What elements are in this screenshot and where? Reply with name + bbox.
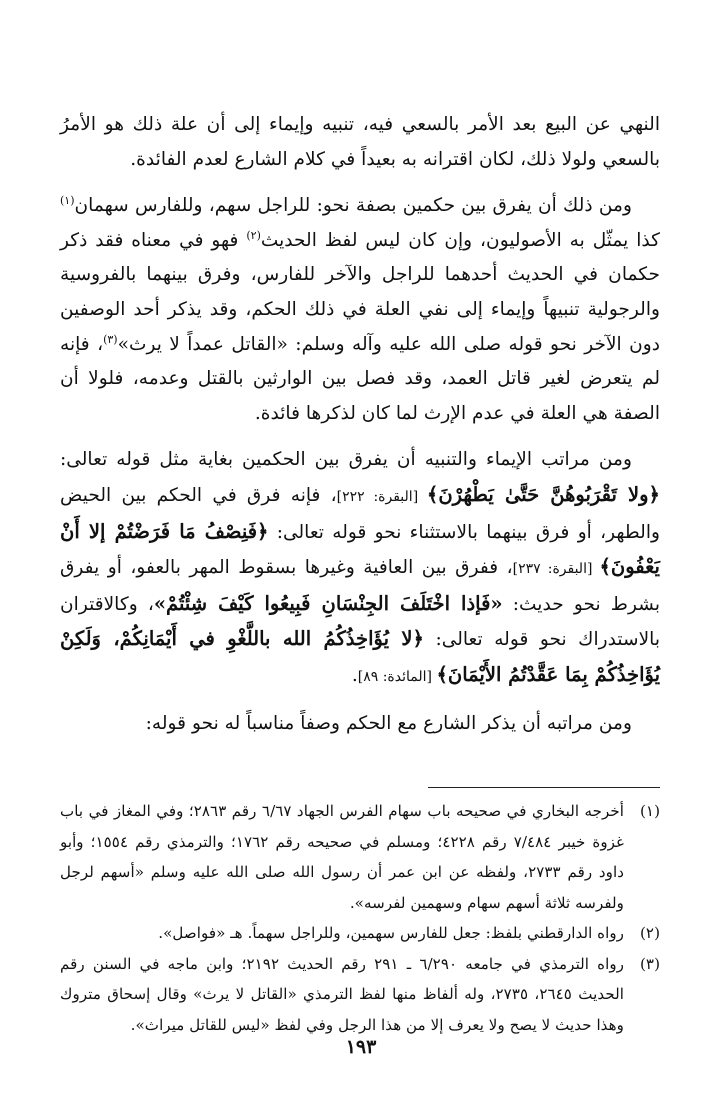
main-text [60,108,660,741]
paragraph-2-text-d: ، فإنه لم يتعرض لغير قاتل العمد، وقد فصل بين الوارثين بالقتل وعدمه، فلولا أن الصفة هي العلة في عدم الإرث لما كان لذكرها فائدة. [60,333,660,424]
quran-verse-1: ﴿ولا تَقْرَبُوهُنَّ حَتَّىٰ يَطْهُرْنَ﴾ [426,482,660,506]
paragraph-2-text-a: ومن ذلك أن يفرق بين حكمين بصفة نحو: للراجل سهم، وللفارس سهمان [74,195,632,217]
quran-verse-4: ﴿لا يُؤَاخِذُكُمُ الله باللَّغْوِ في أَيْمَانِكُمْ، وَلَكِنْ يُؤَاخِذُكُمْ بِمَا عَقَّدْتُمُ الأَيْمَانَ﴾ [60,627,660,686]
footnote-2 [60,918,660,949]
paragraph-2 [60,189,660,431]
footnote-ref-1[interactable]: (١) [60,194,75,207]
footnotes [60,796,660,1040]
footnote-ref-2[interactable]: (٢) [246,228,261,242]
footnote-ref-3[interactable]: (٣) [103,332,118,346]
footnote-3-text: رواه الترمذي في جامعه ٦/٢٩٠ ـ ٢٩١ رقم الحديث ٢١٩٢؛ وابن ماجه في السنن رقم الحديث ٢٦٤٥، ٢٧٣٥، وله ألفاظ منها لفظ الترمذي «القاتل لا يرث» وقال إسحاق متروك وهذا حديث لا يصح ولا يعرف إلا من هذا الرجل وفي لفظ «ليس للقاتل ميراث». [60,954,625,1034]
verse-reference-4: [المائدة: ٨٩] [357,668,437,685]
paragraph-2-text-b: كذا يمثّل به الأصوليون، وإن كان ليس لفظ الحديث [260,229,660,251]
paragraph-2-text-c: فهو في معناه فقد ذكر حكمان في الحديث أحدهما للراجل والآخر للفارس، وفرق بينهما بالفروسية والرجولية تنبيهاً وإيماء إلى نفي العلة في ذلك الحكم، وقد يذكر أحد الوصفين دون الآخر نحو قوله صلى الله عليه وآله وسلم: «القاتل عمداً لا يرث» [60,229,661,355]
page-number: ١٩٣ [345,1036,377,1058]
paragraph-1-text: النهي عن البيع بعد الأمر بالسعي فيه، تنبيه وإيماء إلى أن علة ذلك هو الأمرُ بالسعي ولولا ذلك، لكان اقترانه به بعيداً في كلام الشارع لعدم الفائدة. [60,114,660,170]
footnote-divider [428,787,660,788]
footnote-1 [60,796,660,918]
footnote-1-text: أخرجه البخاري في صحيحه باب سهام الفرس الجهاد ٦/٦٧ رقم ٢٨٦٣؛ وفي المغاز في باب غزوة خيبر ٧/٤٨٤ رقم ٤٢٢٨؛ ومسلم في صحيحه رقم ١٧٦٢؛ والترمذي رقم ١٥٥٤؛ وأبو داود رقم ٢٧٣٣، ولفظه عن ابن عمر أن رسول الله صلى الله عليه وسلم «أسهم لرجل ولفرسه ثلاثة أسهم سهام وسهمين لفرسه». [60,802,625,912]
paragraph-1 [60,108,660,177]
footnote-1-number: (١) [639,802,660,821]
paragraph-3-text-e: . [351,664,358,686]
paragraph-3-text-d: ، وكالاقتران بالاستدراك نحو قوله تعالى: [60,593,661,651]
hadith-quote: «فَإذا اخْتَلَفَ الجِنْسَانِ فَبِيعُوا كَيْفَ شِئْتُمْ» [153,591,503,615]
footnote-3-number: (٣) [639,954,660,973]
paragraph-3-text-a: ومن مراتب الإيماء والتنبيه أن يفرق بين الحكمين بغاية مثل قوله تعالى: [60,449,632,471]
paragraph-4 [60,707,660,742]
paragraph-3 [60,443,660,694]
paragraph-3-text-c: ، ففرق بين العافية وغيرها بسقوط المهر بالعفو، أو يفرق بشرط نحو حديث: [60,557,660,615]
verse-reference-2: [البقرة: ٢٣٧] [512,561,600,578]
verse-reference-1: [البقرة: ٢٢٢] [336,488,427,505]
quran-verse-2: ﴿فَنِصْفُ مَا فَرَضْتُمْ إلا أَنْ يَعْفُونَ﴾ [60,519,660,579]
footnote-3 [60,949,660,1041]
footnote-2-number: (٢) [639,924,660,943]
paragraph-4-text: ومن مراتبه أن يذكر الشارع مع الحكم وصفاً مناسباً له نحو قوله: [145,712,632,734]
paragraph-3-text-b: ، فإنه فرق في الحكم بين الحيض والطهر، أو فرق بينهما بالاستثناء نحو قوله تعالى: [60,484,660,543]
footnote-2-text: رواه الدارقطني بلفظ: جعل للفارس سهمين، وللراجل سهماً. هـ «فواصل». [158,924,624,943]
